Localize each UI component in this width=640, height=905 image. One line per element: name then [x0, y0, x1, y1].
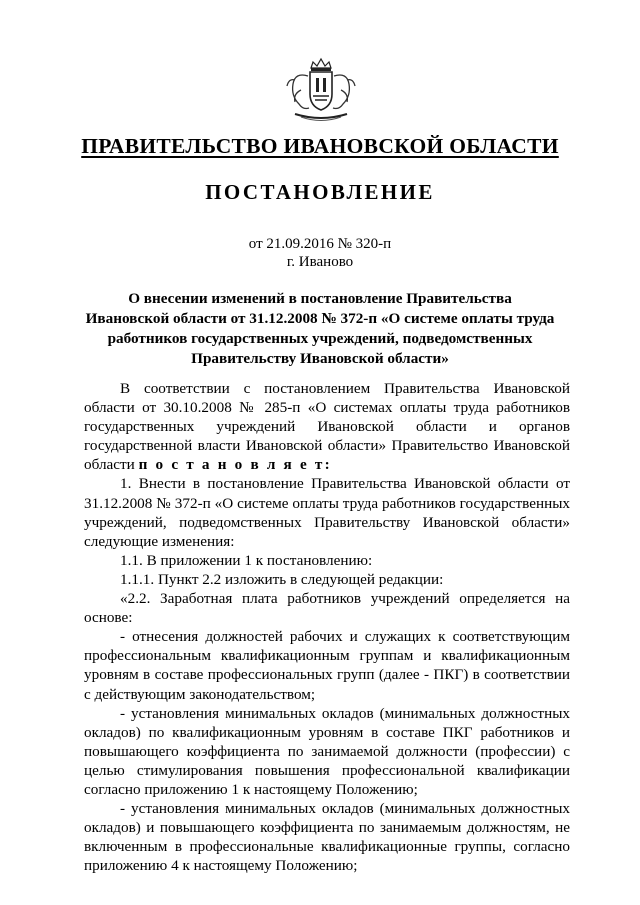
resolution-body: [84, 379, 570, 875]
subject-line: работников государственных учреждений, подведомственных: [107, 330, 533, 347]
body-paragraph: 1. Внести в постановление Правительства Ивановской области от 31.12.2008 № 372-п «О системе оплаты труда работников государственных учреждений, подведомственных Правительству Ивановской области» следующие изменения:: [84, 475, 570, 550]
body-paragraph: 1.1.1. Пункт 2.2 изложить в следующей редакции:: [120, 570, 444, 588]
preamble-paragraph: [84, 379, 570, 474]
resolution-subject: [80, 289, 560, 369]
ivanovo-coat-of-arms-icon: [281, 56, 361, 124]
decree-word: п о с т а н о в л я е т:: [138, 456, 332, 474]
list-item: - отнесения должностей рабочих и служащих к соответствующим профессиональным квалификационным группам и квалификационным уровням в составе профессиональных групп (далее - ПКГ) в соответствии с действующим законодательством;: [84, 628, 570, 703]
subject-line: Ивановской области от 31.12.2008 № 372-п «О системе оплаты труда: [85, 310, 555, 327]
body-paragraph: «2.2. Заработная плата работников учреждений определяется на основе:: [84, 590, 570, 627]
date-and-number: от 21.09.2016 № 320-п: [248, 236, 392, 252]
document-type-title: ПОСТАНОВЛЕНИЕ: [205, 180, 435, 204]
city-name: г. Иваново: [286, 254, 354, 270]
preamble-text: В соответствии с постановлением Правительства Ивановской области от 30.10.2008 № 285-п «О системах оплаты труда работников государственных учреждений Ивановской области и органов государственной власти Ивановской области» Правительство Ивановской области: [84, 380, 570, 474]
government-title: ПРАВИТЕЛЬСТВО ИВАНОВСКОЙ ОБЛАСТИ: [81, 134, 559, 158]
list-item: - установления минимальных окладов (минимальных должностных окладов) и повышающего коэффициента по занимаемым должностям, не включенным в профессиональные квалификационные группы, согласно приложению 4 к настоящему Положению;: [84, 800, 570, 875]
subject-line: О внесении изменений в постановление Правительства: [128, 290, 512, 307]
body-paragraph: 1.1. В приложении 1 к постановлению:: [120, 551, 373, 569]
list-item: - установления минимальных окладов (минимальных должностных окладов) по квалификационным уровням в составе ПКГ работников и повышающего коэффициента по занимаемой должности (профессии) с целью стимулирования повышения профессиональной квалификации согласно приложению 1 к настоящему Положению;: [84, 704, 570, 798]
subject-line: Правительству Ивановской области»: [191, 350, 449, 367]
